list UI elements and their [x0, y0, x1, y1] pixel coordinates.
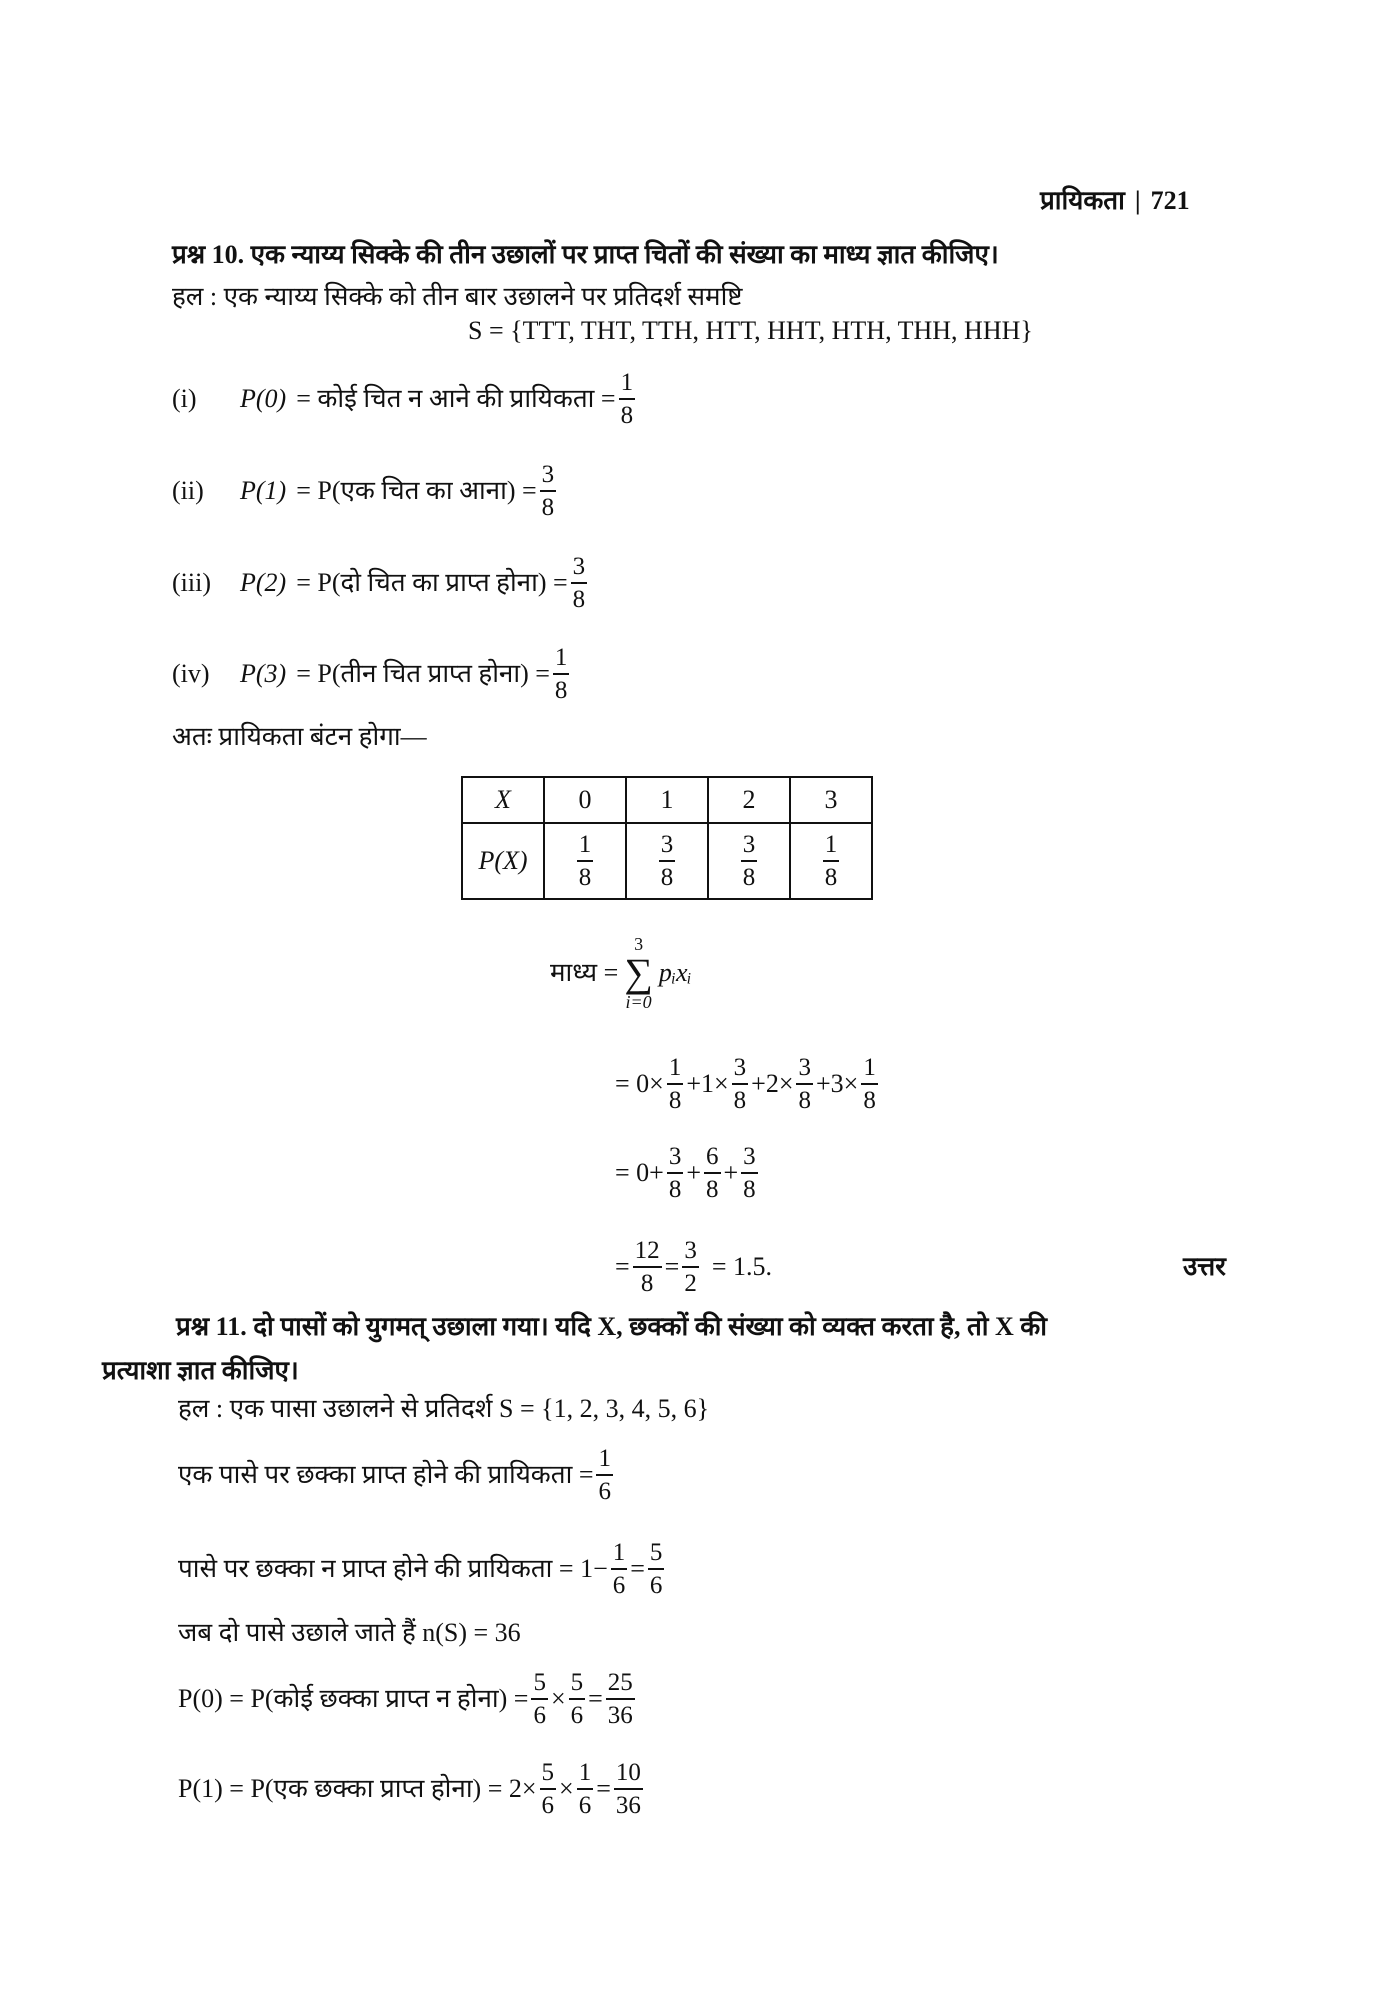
q11-p0: P(0) = P(कोई छक्का प्राप्त न होना) = $\frac{5}{6}$ × $\frac{5}{6}$ = $\frac{25}{36}$: [178, 1669, 633, 1729]
item-text: = कोई चित न आने की प्रायिकता =: [296, 384, 616, 413]
q10-item-i: [172, 370, 638, 428]
table-cell: $\frac{1}{8}$: [544, 823, 626, 899]
table-row: [462, 823, 872, 899]
q10-sample-space: S = {TTT, THT, TTH, HTT, HHT, HTH, THH, HHH}: [468, 316, 1033, 345]
q10-question: प्रश्न 10. एक न्याय्य सिक्के की तीन उछालों पर प्राप्त चितों की संख्या का माध्य ज्ञात कीजिए।: [172, 240, 999, 269]
table-cell: $\frac{3}{8}$: [626, 823, 708, 899]
q11-p1: P(1) = P(एक छक्का प्राप्त होना) = 2× $\frac{5}{6}$ × $\frac{1}{6}$ = $\frac{10}{36}$: [178, 1759, 641, 1819]
fraction: $\frac{1}{8}$: [554, 644, 568, 704]
q11-p-not-six: पासे पर छक्का न प्राप्त होने की प्रायिकता = 1− $\frac{1}{6}$ = $\frac{5}{6}$: [178, 1539, 663, 1599]
mean-step-3: = $\frac{12}{8}$ = $\frac{3}{2}$ = 1.5.: [615, 1237, 773, 1297]
summation: 3 ∑ i=0: [624, 934, 653, 1012]
item-lhs: P(3): [240, 659, 287, 688]
fraction: $\frac{1}{8}$: [620, 369, 634, 429]
table-cell: 0: [544, 777, 626, 823]
probability-distribution-table: [461, 776, 873, 900]
mean-step-1: = 0× $\frac{1}{8}$ +1× $\frac{3}{8}$ +2× $\frac{3}{8}$ +3× $\frac{1}{8}$: [615, 1054, 876, 1114]
item-text: = P(तीन चित प्राप्त होना) =: [296, 659, 550, 688]
fraction: $\frac{3}{8}$: [541, 461, 555, 521]
item-lhs: P(2): [240, 568, 287, 597]
running-header: [1040, 188, 1190, 214]
q11-two-dice: जब दो पासे उछाले जाते हैं n(S) = 36: [178, 1618, 521, 1647]
item-lhs: P(0): [240, 384, 287, 413]
row-header: P(X): [462, 823, 544, 899]
mean-result: = 1.5.: [711, 1252, 773, 1281]
item-text: = P(एक चित का आना) =: [296, 476, 537, 505]
table-cell: 1: [626, 777, 708, 823]
mean-formula: [550, 935, 692, 1011]
chapter-title: प्रायिकता: [1040, 186, 1125, 215]
fraction: $\frac{3}{8}$: [572, 553, 586, 613]
q10-item-ii: [172, 462, 559, 520]
answer-label: उत्तर: [1183, 1252, 1226, 1281]
row-header: X: [462, 777, 544, 823]
table-cell: 2: [708, 777, 790, 823]
distribution-intro: अतः प्रायिकता बंटन होगा—: [172, 722, 427, 751]
q10-item-iv: [172, 645, 572, 703]
mean-label: माध्य =: [550, 958, 619, 987]
q11-question-line1: प्रश्न 11. दो पासों को युगमत् उछाला गया। यदि X, छक्कों की संख्या को व्यक्त करता है, तो X की: [176, 1312, 1047, 1341]
table-cell: $\frac{1}{8}$: [790, 823, 872, 899]
q11-solution-intro: हल : एक पासा उछालने से प्रतिदर्श S = {1, 2, 3, 4, 5, 6}: [178, 1394, 710, 1423]
item-label: (i): [172, 384, 197, 413]
table-cell: $\frac{3}{8}$: [708, 823, 790, 899]
item-lhs: P(1): [240, 476, 287, 505]
item-label: (ii): [172, 476, 204, 505]
q11-p-six: एक पासे पर छक्का प्राप्त होने की प्रायिकता = $\frac{1}{6}$: [178, 1445, 611, 1505]
table-row: [462, 777, 872, 823]
q11-question-line2: प्रत्याशा ज्ञात कीजिए।: [102, 1356, 299, 1385]
summand: pᵢxᵢ: [658, 958, 692, 987]
item-text: = P(दो चित का प्राप्त होना) =: [296, 568, 568, 597]
q10-solution-intro: हल : एक न्याय्य सिक्के को तीन बार उछालने पर प्रतिदर्श समष्टि: [172, 282, 743, 311]
page-number: 721: [1150, 186, 1190, 215]
item-label: (iv): [172, 659, 210, 688]
header-separator: |: [1134, 186, 1141, 215]
item-label: (iii): [172, 568, 211, 597]
mean-step-2: = 0+ $\frac{3}{8}$ + $\frac{6}{8}$ + $\frac{3}{8}$: [615, 1143, 756, 1203]
table-cell: 3: [790, 777, 872, 823]
q10-item-iii: [172, 554, 590, 612]
